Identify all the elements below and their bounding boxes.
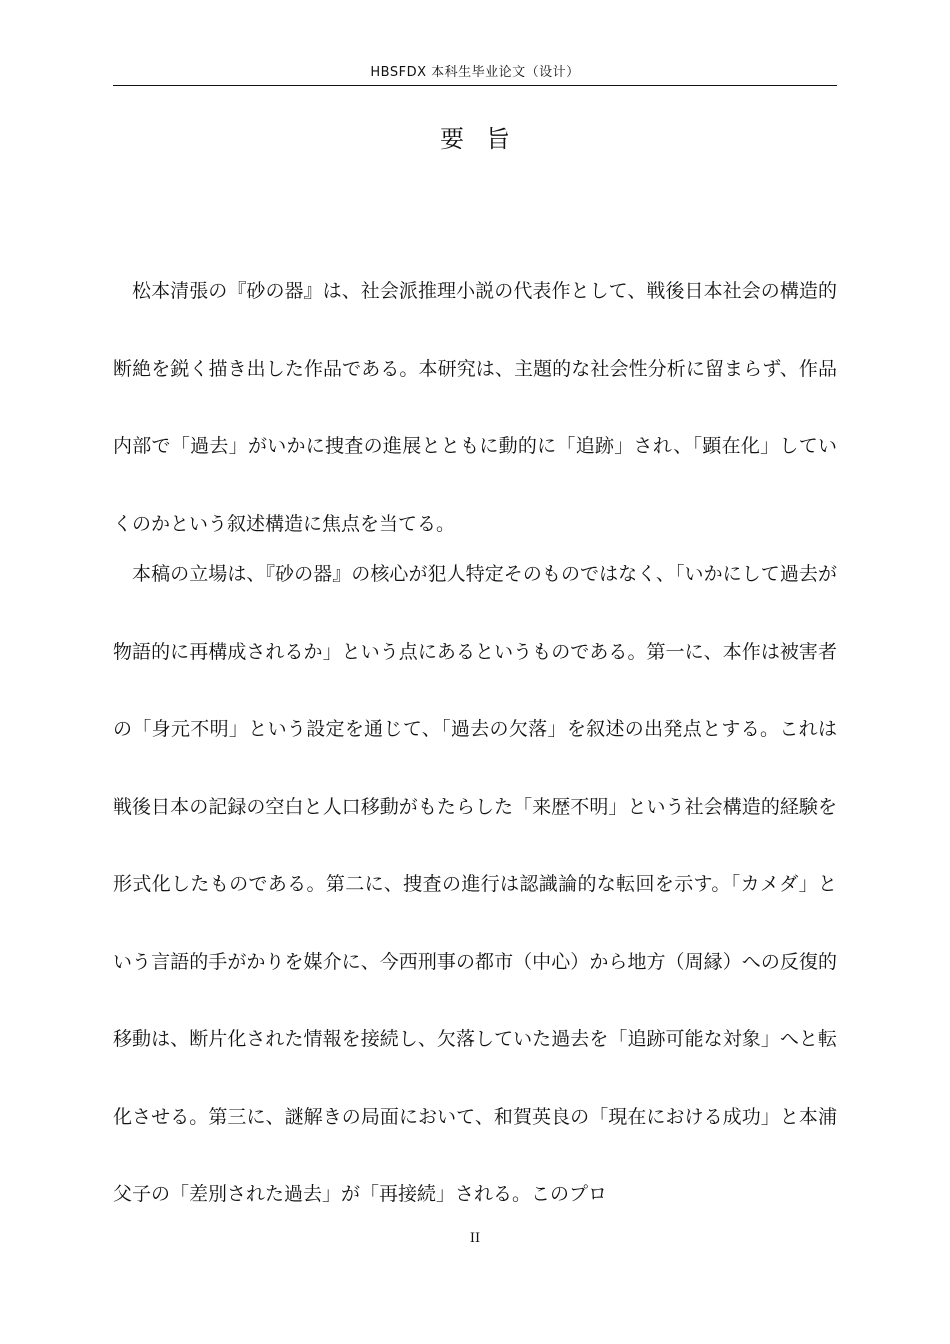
paragraph-1: 松本清張の『砂の器』は、社会派推理小説の代表作として、戦後日本社会の構造的断絶を鋭く描き出した作品である。本研究は、主題的な社会性分析に留まらず、作品内部で「過去」がいかに捜査の進展とともに動的に「追跡」され、「顕在化」していくのかという叙述構造に焦点を当てる。 bbox=[113, 280, 837, 535]
abstract-body bbox=[113, 253, 837, 1234]
page-title: 要旨 bbox=[440, 125, 532, 153]
paragraph-2: 本稿の立場は、『砂の器』の核心が犯人特定そのものではなく、「いかにして過去が物語的に再構成されるか」という点にあるというものである。第一に、本作は被害者の「身元不明」という設定を通じて、「過去の欠落」を叙述の出発点とする。これは戦後日本の記録の空白と人口移動がもたらした「来歴不明」という社会構造的経験を形式化したものである。第二に、捜査の進行は認識論的な転回を示す。「カメダ」という言語的手がかりを媒介に、今西刑事の都市（中心）から地方（周縁）への反復的移動は、断片化された情報を接続し、欠落していた過去を「追跡可能な対象」へと転化させる。第三に、謎解きの局面において、和賀英良の「現在における成功」と本浦父子の「差別された過去」が「再接続」される。このプロ bbox=[113, 563, 837, 1205]
header-divider bbox=[113, 85, 837, 86]
running-header: HBSFDX 本科生毕业论文（设计） bbox=[370, 65, 580, 80]
page-number: II bbox=[469, 1231, 481, 1246]
